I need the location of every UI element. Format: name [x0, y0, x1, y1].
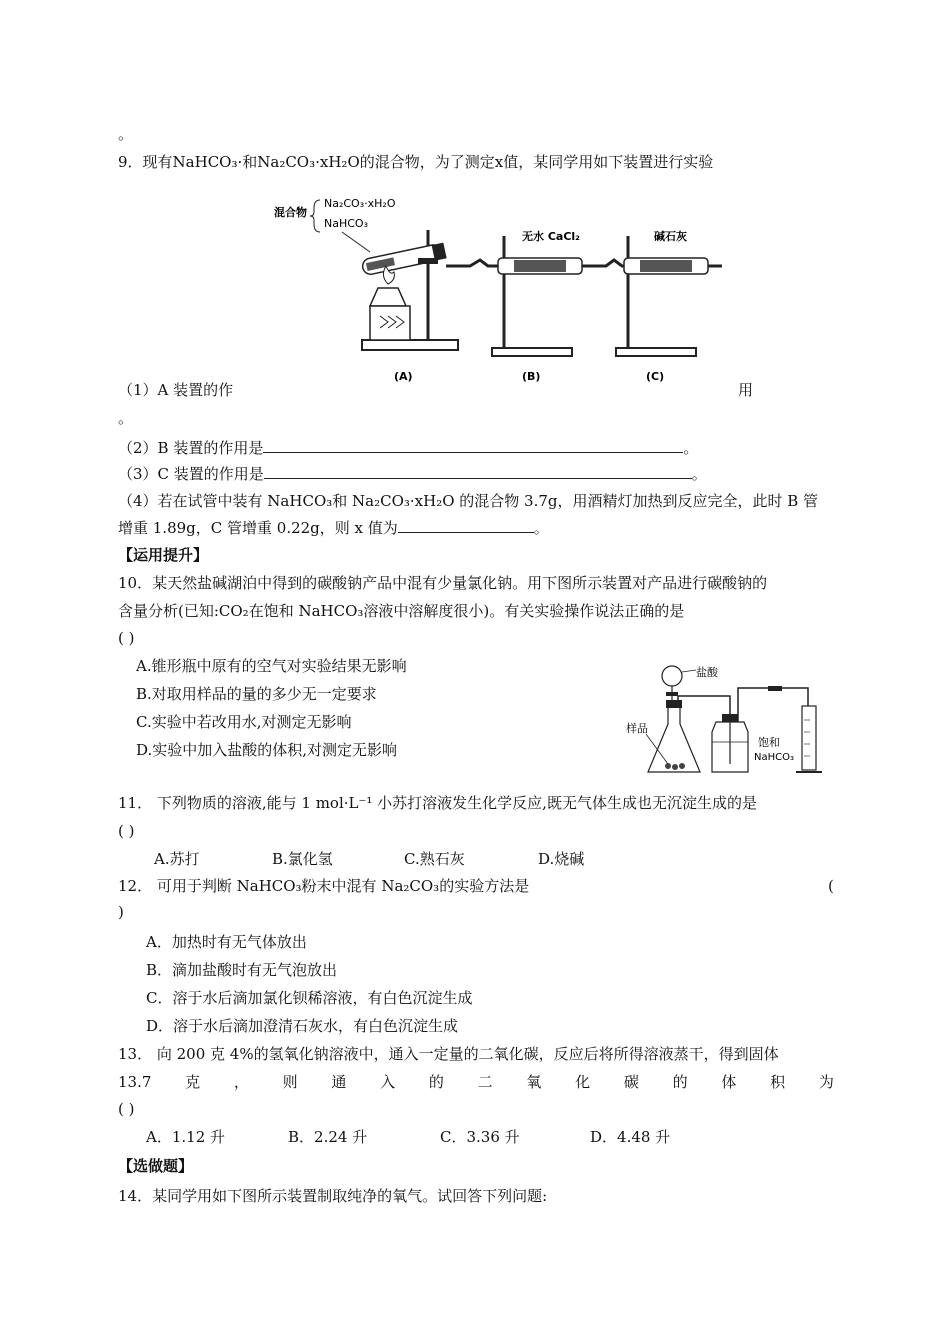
- q10-line2: 含量分析(已知:CO₂在饱和 NaHCO₃溶液中溶解度很小)。有关实验操作说法正确的是: [118, 602, 685, 620]
- section-optional-heading: 【选做题】: [118, 1157, 194, 1175]
- q9-part3: [118, 464, 707, 484]
- q9-part1-right: 用: [738, 381, 754, 399]
- caption-c: (C): [646, 370, 665, 383]
- q12-paren-close: ): [118, 903, 124, 921]
- q10-line1: 10．某天然盐碱湖泊中得到的碳酸钠产品中混有少量氯化钠。用下图所示装置对产品进行碳酸钠的: [118, 574, 768, 592]
- q9-part4-end: 。: [533, 519, 549, 537]
- alcohol-lamp: [370, 306, 410, 340]
- q13-word: 入: [380, 1073, 396, 1091]
- acid-label: 盐酸: [696, 666, 718, 679]
- q9-part4-text: 增重 1.89g，C 管增重 0.22g，则 x 值为: [118, 519, 398, 537]
- q13-word: 则: [282, 1073, 298, 1091]
- q13-paren: ( ): [118, 1100, 135, 1118]
- q13-option-b[interactable]: B．2.24 升: [288, 1128, 368, 1146]
- q13-option-c[interactable]: C．3.36 升: [440, 1128, 520, 1146]
- q13-line1: 13． 向 200 克 4%的氢氧化钠溶液中，通入一定量的二氧化碳，反应后将所得溶液蒸干，得到固体: [118, 1045, 779, 1063]
- q10-apparatus-figure: [618, 660, 828, 778]
- q11-option-a[interactable]: A.苏打: [154, 850, 200, 868]
- q9-stem: 9．现有NaHCO₃·和Na₂CO₃·xH₂O的混合物，为了测定x值，某同学用如下装置进行实验: [118, 153, 714, 171]
- q9-part4-line1: （4）若在试管中装有 NaHCO₃和 Na₂CO₃·xH₂O 的混合物 3.7g，用酒精灯加热到反应完全，此时 B 管: [118, 492, 819, 510]
- soda-lime-label: 碱石灰: [654, 230, 687, 243]
- q9-part2-text: （2）B 装置的作用是: [118, 439, 264, 457]
- q12-option-b[interactable]: B．滴加盐酸时有无气泡放出: [146, 961, 338, 979]
- q9-part4-blank[interactable]: [398, 518, 534, 533]
- q9-part1-left: （1）A 装置的作: [118, 381, 234, 399]
- q9-part2-blank[interactable]: [263, 438, 683, 453]
- q9-part1-end: 。: [118, 409, 134, 427]
- q11-option-d[interactable]: D.烧碱: [538, 850, 585, 868]
- q9-part2-end: 。: [683, 439, 699, 457]
- q13-option-a[interactable]: A．1.12 升: [146, 1128, 225, 1146]
- mixture-label: 混合物: [274, 206, 307, 219]
- q13-word: 化: [575, 1073, 591, 1091]
- q13-word: 13.7: [118, 1073, 152, 1091]
- q13-word: 的: [672, 1073, 688, 1091]
- top-period: 。: [118, 125, 134, 143]
- q14-stem: 14．某同学用如下图所示装置制取纯净的氧气。试回答下列问题:: [118, 1187, 548, 1205]
- section-apply-heading: 【运用提升】: [118, 546, 209, 564]
- q11-paren: ( ): [118, 822, 135, 840]
- q13-word: 克: [185, 1073, 201, 1091]
- q9-apparatus-figure: [270, 188, 730, 388]
- q12-option-c[interactable]: C．溶于水后滴加氯化钡稀溶液，有白色沉淀生成: [146, 989, 473, 1007]
- caption-b: (B): [522, 370, 541, 383]
- sat-label: 饱和: [758, 736, 780, 749]
- q13-word: 的: [428, 1073, 444, 1091]
- q12-stem: 12． 可用于判断 NaHCO₃粉末中混有 Na₂CO₃的实验方法是: [118, 877, 530, 895]
- q11-option-b[interactable]: B.氯化氢: [272, 850, 333, 868]
- sample-label: 样品: [626, 722, 648, 735]
- q9-part3-end: 。: [691, 465, 707, 483]
- q10-option-a[interactable]: A.锥形瓶中原有的空气对实验结果无影响: [136, 657, 407, 675]
- q13-word: 碳: [623, 1073, 639, 1091]
- q12-option-a[interactable]: A．加热时有无气体放出: [146, 933, 307, 951]
- cacl2-label: 无水 CaCl₂: [522, 230, 580, 243]
- q9-part3-blank[interactable]: [264, 464, 692, 479]
- q13-word: 体: [721, 1073, 737, 1091]
- sat-label-2: NaHCO₃: [754, 752, 794, 763]
- q11-option-c[interactable]: C.熟石灰: [404, 850, 465, 868]
- q13-word: ，: [233, 1073, 249, 1091]
- q9-part2: [118, 438, 698, 458]
- mixture-item-1: Na₂CO₃·xH₂O: [324, 197, 396, 210]
- q13-word: 二: [477, 1073, 493, 1091]
- lamp-neck: [370, 288, 406, 306]
- q13-word: 为: [818, 1073, 834, 1091]
- mixture-item-2: NaHCO₃: [324, 217, 368, 230]
- q10-option-b[interactable]: B.对取用样品的量的多少无一定要求: [136, 685, 377, 703]
- q10-option-d[interactable]: D.实验中加入盐酸的体积,对测定无影响: [136, 741, 398, 759]
- q13-option-d[interactable]: D．4.48 升: [590, 1128, 671, 1146]
- q10-paren: ( ): [118, 629, 135, 647]
- caption-a: (A): [394, 370, 413, 383]
- stand-a-base: [362, 340, 458, 350]
- q12-paren-open: (: [828, 877, 834, 895]
- q9-part3-text: （3）C 装置的作用是: [118, 465, 264, 483]
- q10-option-c[interactable]: C.实验中若改用水,对测定无影响: [136, 713, 352, 731]
- q13-word: 氧: [526, 1073, 542, 1091]
- q13-word: 通: [331, 1073, 347, 1091]
- q11-stem: 11． 下列物质的溶液,能与 1 mol·L⁻¹ 小苏打溶液发生化学反应,既无气体生成也无沉淀生成的是: [118, 794, 757, 812]
- q9-part4-line2: [118, 518, 549, 538]
- q12-option-d[interactable]: D．溶于水后滴加澄清石灰水，有白色沉淀生成: [146, 1017, 459, 1035]
- q13-word: 积: [770, 1073, 786, 1091]
- q13-line2: [118, 1072, 834, 1092]
